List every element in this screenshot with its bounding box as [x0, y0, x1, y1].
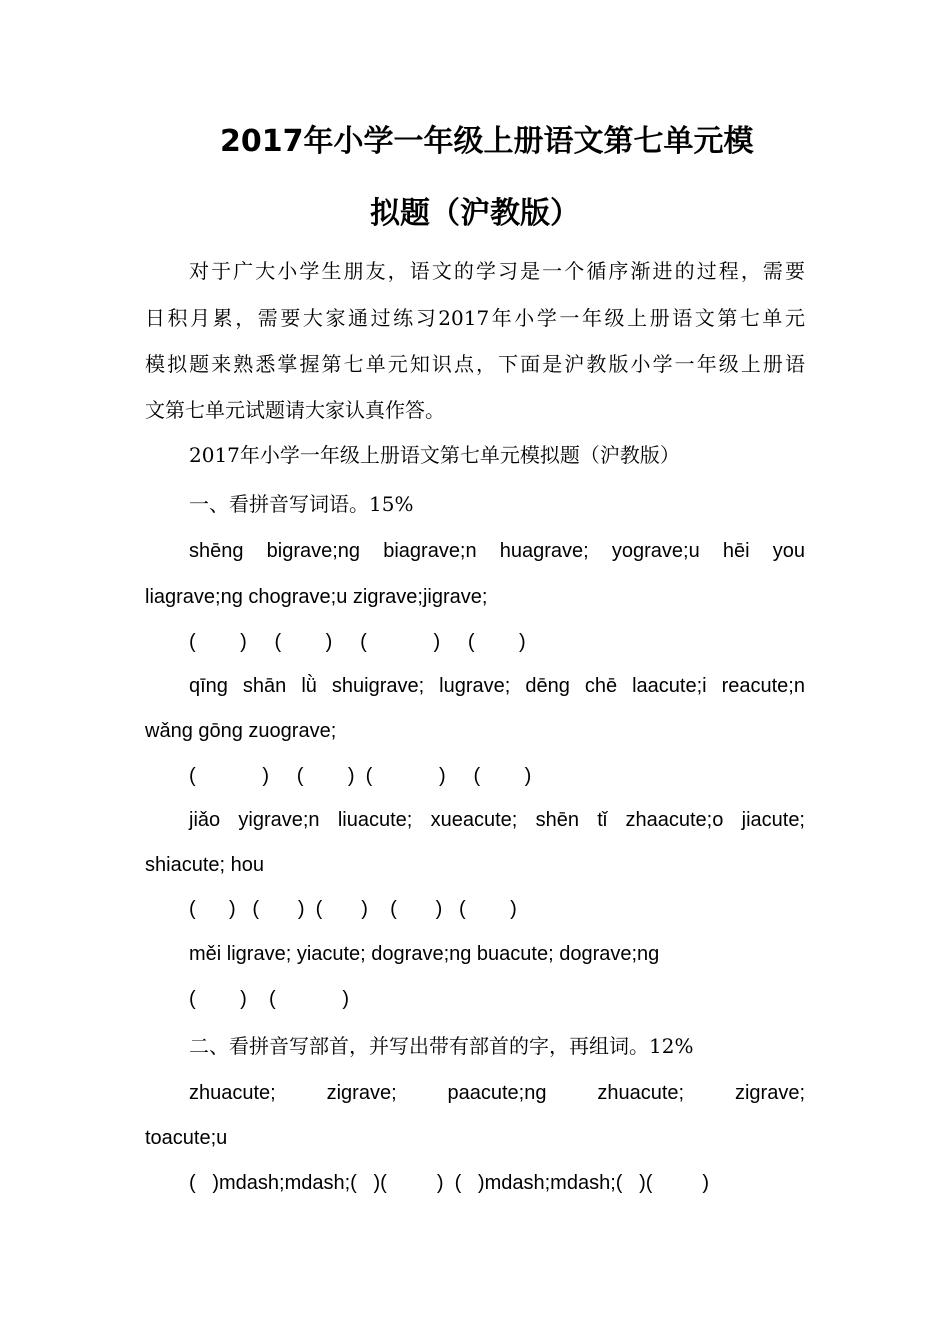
radical-pinyin-row-1-continued: toacute;u — [145, 1127, 228, 1149]
document-title-line-2: 拟题（沪教版） — [370, 196, 580, 231]
document-title-line-1: 2017年小学一年级上册语文第七单元模 — [220, 124, 754, 159]
pinyin-row-2: qīng shān lǜ shuigrave; lugrave; dēng chē laacute;i reacute;n — [189, 675, 805, 697]
intro-paragraph-line-2: 日积月累，需要大家通过练习2017年小学一年级上册语文第七单元 — [145, 306, 805, 330]
radical-pinyin-row-1: zhuacute; zigrave; paacute;ng zhuacute; zigrave; — [189, 1082, 805, 1104]
answer-blanks-row-3: ( ) ( ) ( ) ( ) ( ) — [189, 898, 517, 920]
answer-blanks-row-1: ( ) ( ) ( ) ( ) — [189, 631, 526, 653]
pinyin-row-3-continued: shiacute; hou — [145, 854, 264, 876]
pinyin-row-2-continued: wǎng gōng zuograve; — [145, 720, 337, 742]
answer-blanks-row-2: ( ) ( ) ( ) ( ) — [189, 765, 532, 787]
exam-subtitle: 2017年小学一年级上册语文第七单元模拟题（沪教版） — [189, 443, 680, 467]
pinyin-row-3: jiǎo yigrave;n liuacute; xueacute; shēn tǐ zhaacute;o jiacute; — [189, 809, 805, 831]
pinyin-row-1: shēng bigrave;ng biagrave;n huagrave; yograve;u hēi you — [189, 540, 805, 562]
answer-blanks-row-4: ( ) ( ) — [189, 988, 349, 1010]
intro-paragraph-line-3: 模拟题来熟悉掌握第七单元知识点，下面是沪教版小学一年级上册语 — [145, 352, 805, 376]
radical-answer-blanks-row-1: ( )mdash;mdash;( )( ) ( )mdash;mdash;( )( ) — [189, 1172, 710, 1194]
intro-paragraph-line-4: 文第七单元试题请大家认真作答。 — [145, 398, 445, 422]
intro-paragraph-line-1: 对于广大小学生朋友，语文的学习是一个循序渐进的过程，需要 — [189, 259, 805, 283]
pinyin-row-4: měi ligrave; yiacute; dograve;ng buacute; dograve;ng — [189, 943, 660, 965]
section-1-heading: 一、看拼音写词语。15% — [189, 492, 414, 516]
pinyin-row-1-continued: liagrave;ng chograve;u zigrave;jigrave; — [145, 586, 488, 608]
section-2-heading: 二、看拼音写部首，并写出带有部首的字，再组词。12% — [189, 1034, 694, 1058]
